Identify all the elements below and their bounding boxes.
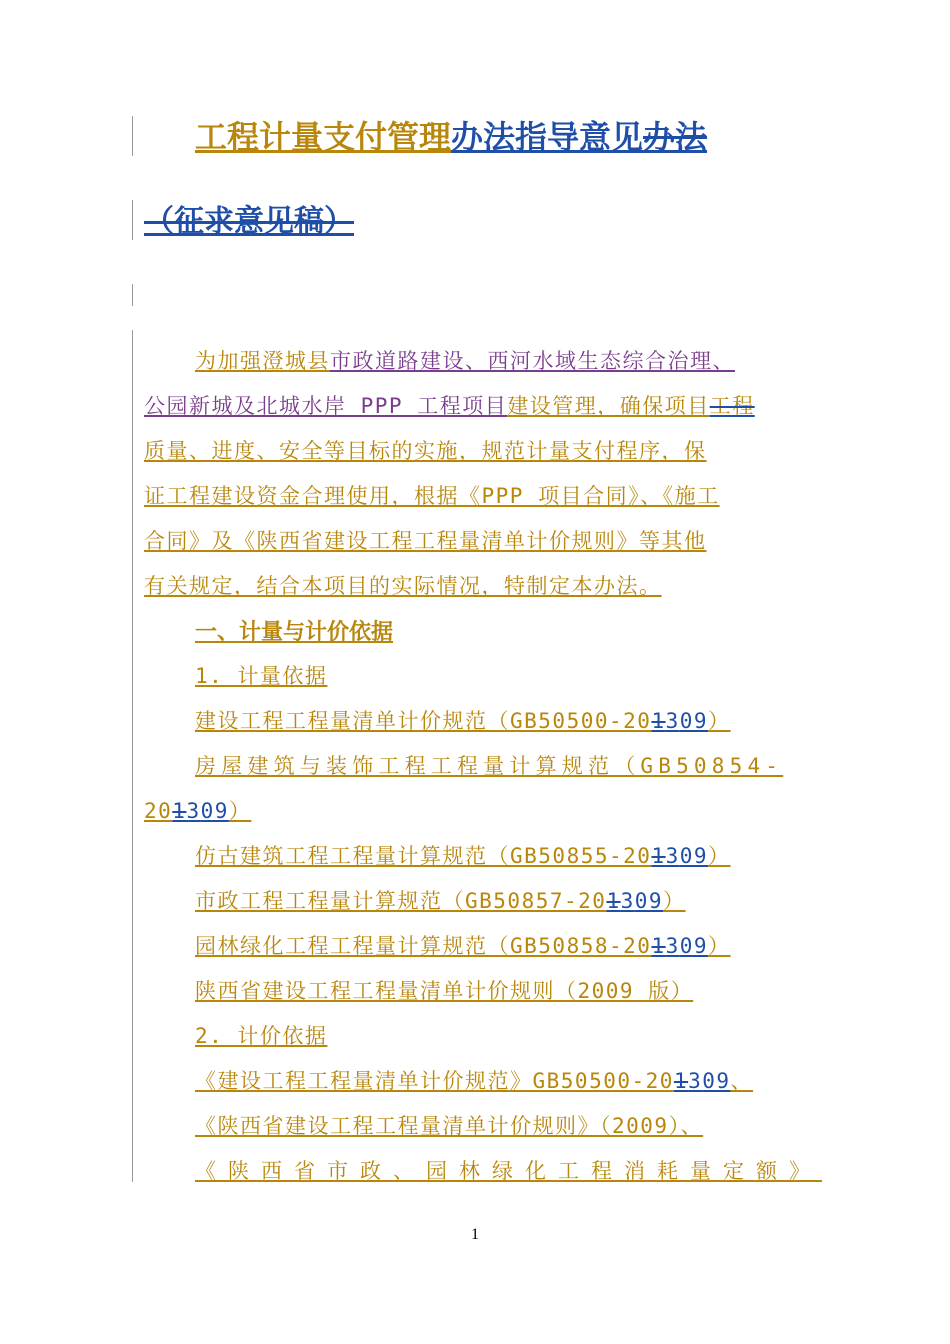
document-title bbox=[195, 112, 707, 158]
pricing-item-1: 《建设工程工程量清单计价规范》GB50500-201309、 bbox=[195, 1069, 754, 1093]
basis-item-3: 仿古建筑工程工程量计算规范（GB50855-201309） bbox=[195, 844, 731, 868]
paragraph-line-4: 证工程建设资金合理使用，根据《PPP 项目合同》、《施工 bbox=[144, 484, 720, 508]
subheading-measurement: 1. 计量依据 bbox=[195, 664, 328, 688]
change-bar-body bbox=[132, 330, 133, 1182]
title-deleted: 办法 bbox=[643, 118, 708, 156]
paragraph-line-5: 合同》及《陕西省建设工程工程量清单计价规则》等其他 bbox=[144, 529, 707, 553]
paragraph-line-6: 有关规定，结合本项目的实际情况，特制定本办法。 bbox=[144, 574, 662, 598]
basis-item-2: 房屋建筑与装饰工程工程量计算规范（GB50854- bbox=[195, 754, 784, 778]
basis-item-6: 陕西省建设工程工程量清单计价规则（2009 版） bbox=[195, 979, 694, 1003]
section-heading: 一、计量与计价依据 bbox=[195, 620, 394, 645]
subheading-pricing: 2. 计价依据 bbox=[195, 1024, 328, 1048]
pricing-item-2: 《陕西省建设工程工程量清单计价规则》（2009）、 bbox=[195, 1114, 704, 1138]
basis-item-2-cont: 201309） bbox=[144, 799, 252, 823]
basis-item-5: 园林绿化工程工程量计算规范（GB50858-201309） bbox=[195, 934, 731, 958]
subtitle-deleted: （征求意见稿） bbox=[144, 204, 354, 239]
basis-item-1: 建设工程工程量清单计价规范（GB50500-201309） bbox=[195, 709, 731, 733]
page-number: 1 bbox=[471, 1226, 479, 1243]
title-middle: 办法指导意见 bbox=[451, 118, 644, 156]
document-subtitle bbox=[144, 196, 354, 240]
basis-item-4: 市政工程工程量计算规范（GB50857-201309） bbox=[195, 889, 686, 913]
paragraph-line-3: 质量、进度、安全等目标的实施，规范计量支付程序，保 bbox=[144, 439, 707, 463]
paragraph-line-2: 公园新城及北城水岸 PPP 工程项目建设管理，确保项目工程 bbox=[144, 394, 755, 418]
change-bar-blank bbox=[132, 284, 133, 306]
change-bar-subtitle bbox=[132, 200, 133, 240]
title-inserted: 工程计量支付管理 bbox=[195, 118, 452, 156]
paragraph-line-1: 为加强澄城县市政道路建设、西河水域生态综合治理、 bbox=[195, 349, 735, 373]
pricing-item-3: 《陕西省市政、园林绿化工程消耗量定额》 bbox=[195, 1159, 822, 1183]
change-bar-title bbox=[132, 116, 133, 156]
